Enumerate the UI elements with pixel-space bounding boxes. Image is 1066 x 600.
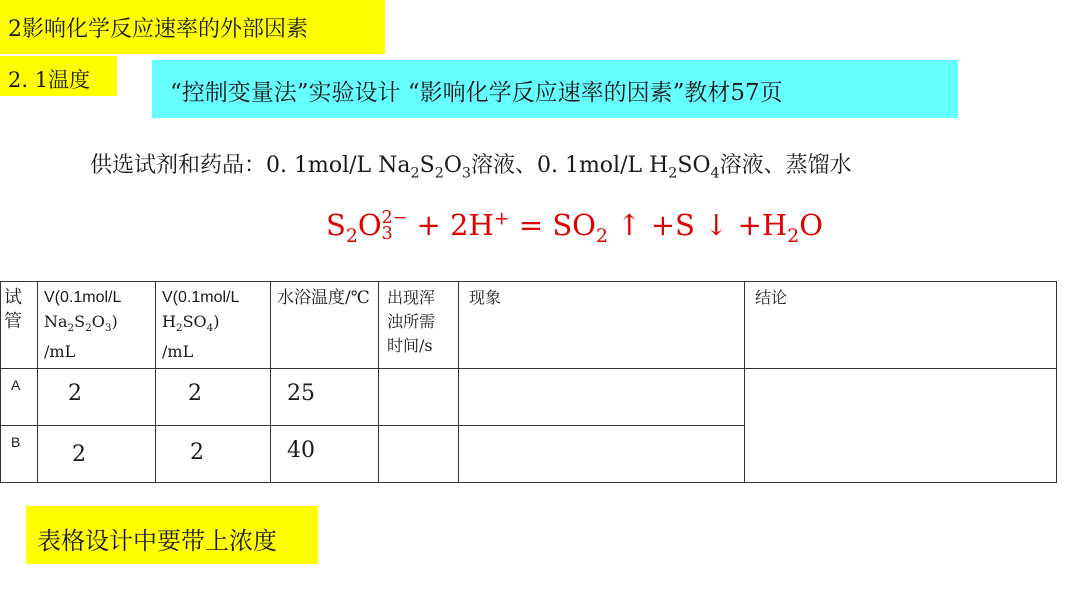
cell-time[interactable] [379,426,459,483]
header-volume-h2so4 [156,282,271,369]
header-time: 出现浑浊所需时间/s [379,282,459,369]
reagent-1-sub: 2 [410,165,420,182]
eq-part: O [799,208,823,242]
reagent-2-part: SO [677,153,711,178]
eq-part: ↑ +S ↓ +H [607,208,788,242]
eq-sup: + [493,208,510,230]
reagent-1-sub: 3 [461,165,471,182]
reagent-1-part: S [419,153,435,178]
reagent-2-sub: 2 [668,165,678,182]
cell-time[interactable] [379,369,459,426]
slide-title: 2影响化学反应速率的外部因素 [0,0,385,54]
table-row [1,369,1057,426]
header-volume-na2s2o3 [38,282,156,369]
eq-sub: 2 [787,225,800,247]
row-label: A [1,369,38,426]
header-temperature: 水浴温度/℃ [271,282,379,369]
cell-v2: 2 [156,426,271,483]
experiment-banner: “控制变量法”实验设计 “影响化学反应速率的因素”教材57页 [152,60,958,118]
cell-temp: 40 [271,426,379,483]
reaction-equation [326,208,823,247]
reagents-lead: 供选试剂和药品：0. 1mol/L [90,153,379,178]
header-v1-formula: $Na_2S_2O_3$) [44,312,118,335]
reagent-1-part: O [443,153,462,178]
section-title: 2. 1温度 [0,56,117,96]
eq-part: + 2H [407,208,494,242]
eq-sub: 3 [381,224,393,244]
reagent-1-sub: 2 [434,165,444,182]
reagent-2-sub: 4 [710,165,720,182]
header-v2-unit: /mL [162,342,194,362]
eq-part: S [326,208,346,242]
cell-v2: 2 [156,369,271,426]
eq-sub: 2 [345,225,358,247]
header-v2-line1: V(0.1mol/L [162,289,240,306]
cell-phenomenon[interactable] [459,369,745,426]
eq-part: = SO [509,208,596,242]
header-v2-formula: $H_2SO_4$) [162,312,220,335]
header-tube: 试管 [1,282,38,369]
eq-part: O [357,208,382,242]
reagent-2-part: H [649,153,669,178]
eq-sub: 2 [595,225,608,247]
header-v1-line1: V(0.1mol/L [44,289,122,306]
reagent-2-tail: 溶液、蒸馏水 [719,153,852,178]
note-box: 表格设计中要带上浓度 [26,506,318,564]
reagents-line [90,148,852,181]
cell-conclusion[interactable] [745,369,1057,483]
table-header-row [1,282,1057,369]
header-conclusion: 结论 [745,282,1057,369]
cell-temp: 25 [271,369,379,426]
header-v1-unit: /mL [44,342,76,362]
reagent-1-part: Na [378,153,411,178]
experiment-table [0,281,1057,483]
header-phenomenon: 现象 [459,282,745,369]
eq-sup: 2− [381,208,408,229]
row-label: B [1,426,38,483]
cell-phenomenon[interactable] [459,426,745,483]
reagent-1-tail: 溶液、0. 1mol/L [470,153,650,178]
cell-v1: 2 [38,369,156,426]
eq-supsub [381,208,408,244]
cell-v1: 2 [38,426,156,483]
